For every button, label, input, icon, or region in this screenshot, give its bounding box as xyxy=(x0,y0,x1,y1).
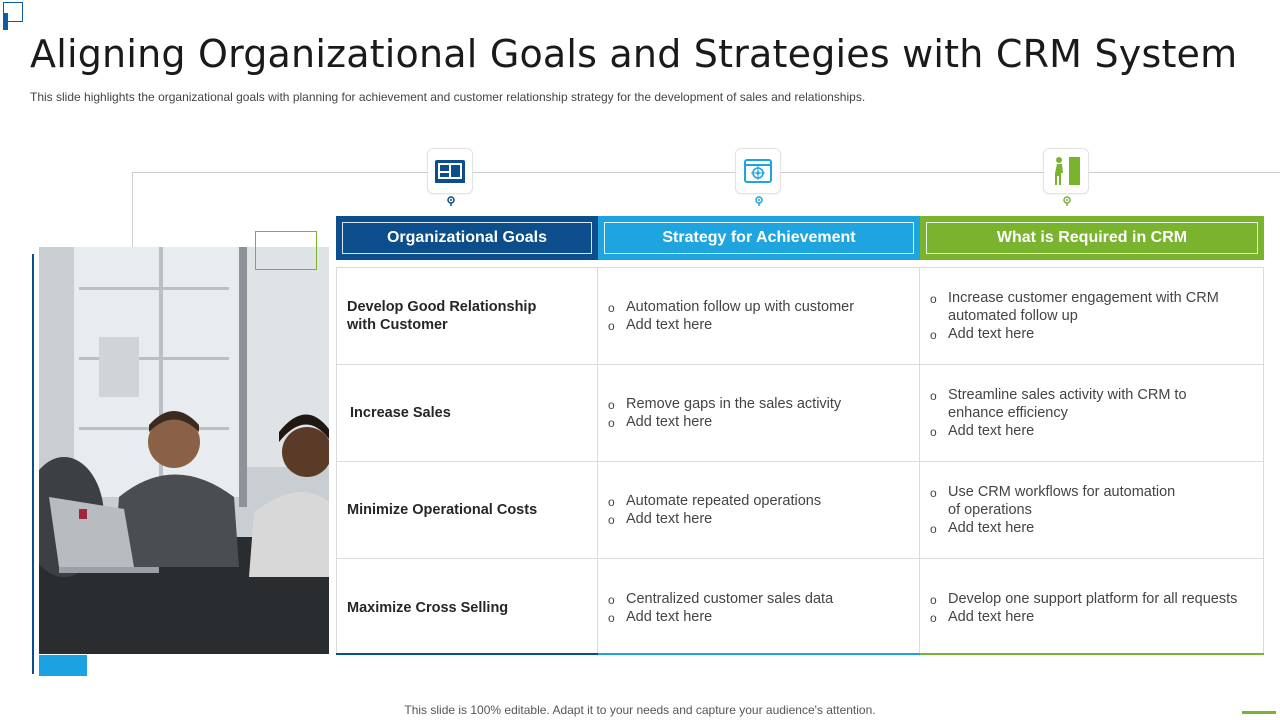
table-row xyxy=(337,365,1263,462)
header-organizational-goals xyxy=(336,216,598,260)
strategy-item: o Remove gaps in the sales activity xyxy=(608,395,841,413)
required-item: o Streamline sales activity with CRM to enhance efficiency xyxy=(930,386,1220,422)
strategy-cell xyxy=(598,268,920,364)
required-item: o Increase customer engagement with CRM automated follow up xyxy=(930,289,1230,325)
required-cell xyxy=(920,268,1263,364)
goal-text: Increase Sales xyxy=(350,405,451,421)
table-body xyxy=(336,267,1264,655)
pin-icon xyxy=(446,196,456,206)
goal-cell xyxy=(337,268,598,364)
header-label: Organizational Goals xyxy=(386,229,548,246)
connector-line-vertical xyxy=(132,172,133,248)
header-strategy-for-achievement xyxy=(598,216,920,260)
header-label: Strategy for Achievement xyxy=(662,229,856,246)
goal-text: Maximize Cross Selling xyxy=(347,599,509,616)
table-row xyxy=(337,462,1263,559)
header-what-is-required-in-crm xyxy=(920,216,1264,260)
strategy-item: o Add text here xyxy=(608,316,854,334)
decorative-frame-green xyxy=(255,231,317,270)
strategy-item: o Add text here xyxy=(608,510,821,528)
table-bottom-line-blue xyxy=(598,653,920,655)
team-meeting-photo xyxy=(39,247,329,654)
strategy-item: o Automate repeated operations xyxy=(608,492,821,510)
required-item: o Add text here xyxy=(930,608,1237,626)
required-cell xyxy=(920,462,1263,558)
required-cell xyxy=(920,559,1263,656)
target-screen-icon xyxy=(735,148,781,194)
connector-line xyxy=(132,172,1280,173)
photo-frame-line xyxy=(32,254,34,674)
table-row xyxy=(337,268,1263,365)
goal-cell xyxy=(337,365,598,461)
required-item: o Add text here xyxy=(930,519,1190,537)
strategy-cell xyxy=(598,462,920,558)
table-bottom-line-blue-dark xyxy=(336,653,598,655)
footer-note: This slide is 100% editable. Adapt it to your needs and capture your audience's attention. xyxy=(404,703,876,717)
strategy-item: o Automation follow up with customer xyxy=(608,298,854,316)
header-label: What is Required in CRM xyxy=(996,229,1188,246)
goal-text: Minimize Operational Costs xyxy=(347,502,538,518)
goal-text: Develop Good Relationship with Customer xyxy=(347,299,537,333)
required-item: o Develop one support platform for all requests xyxy=(930,590,1237,608)
strategy-item: o Centralized customer sales data xyxy=(608,590,833,608)
slide-title: Aligning Organizational Goals and Strategies with CRM System xyxy=(30,32,1238,76)
required-item: o Add text here xyxy=(930,325,1230,343)
required-item: o Use CRM workflows for automation of operations xyxy=(930,483,1190,519)
strategy-item: o Add text here xyxy=(608,608,833,626)
table-bottom-line-green xyxy=(920,653,1264,655)
strategy-cell xyxy=(598,559,920,656)
decorative-block-blue xyxy=(39,655,87,676)
table-row xyxy=(337,559,1263,656)
slide-subtitle: This slide highlights the organizational goals with planning for achievement and customer relationship strategy for the development of sales and relationships. xyxy=(30,90,866,104)
goal-cell xyxy=(337,559,598,656)
strategy-cell xyxy=(598,365,920,461)
strategy-item: o Add text here xyxy=(608,413,841,431)
required-item: o Add text here xyxy=(930,422,1220,440)
required-cell xyxy=(920,365,1263,461)
pin-icon xyxy=(1062,196,1072,206)
goal-cell xyxy=(337,462,598,558)
footer-accent-bar xyxy=(1242,711,1276,714)
pin-icon xyxy=(754,196,764,206)
corner-decoration-bar xyxy=(3,13,8,30)
blueprint-icon xyxy=(427,148,473,194)
exit-door-icon xyxy=(1043,148,1089,194)
